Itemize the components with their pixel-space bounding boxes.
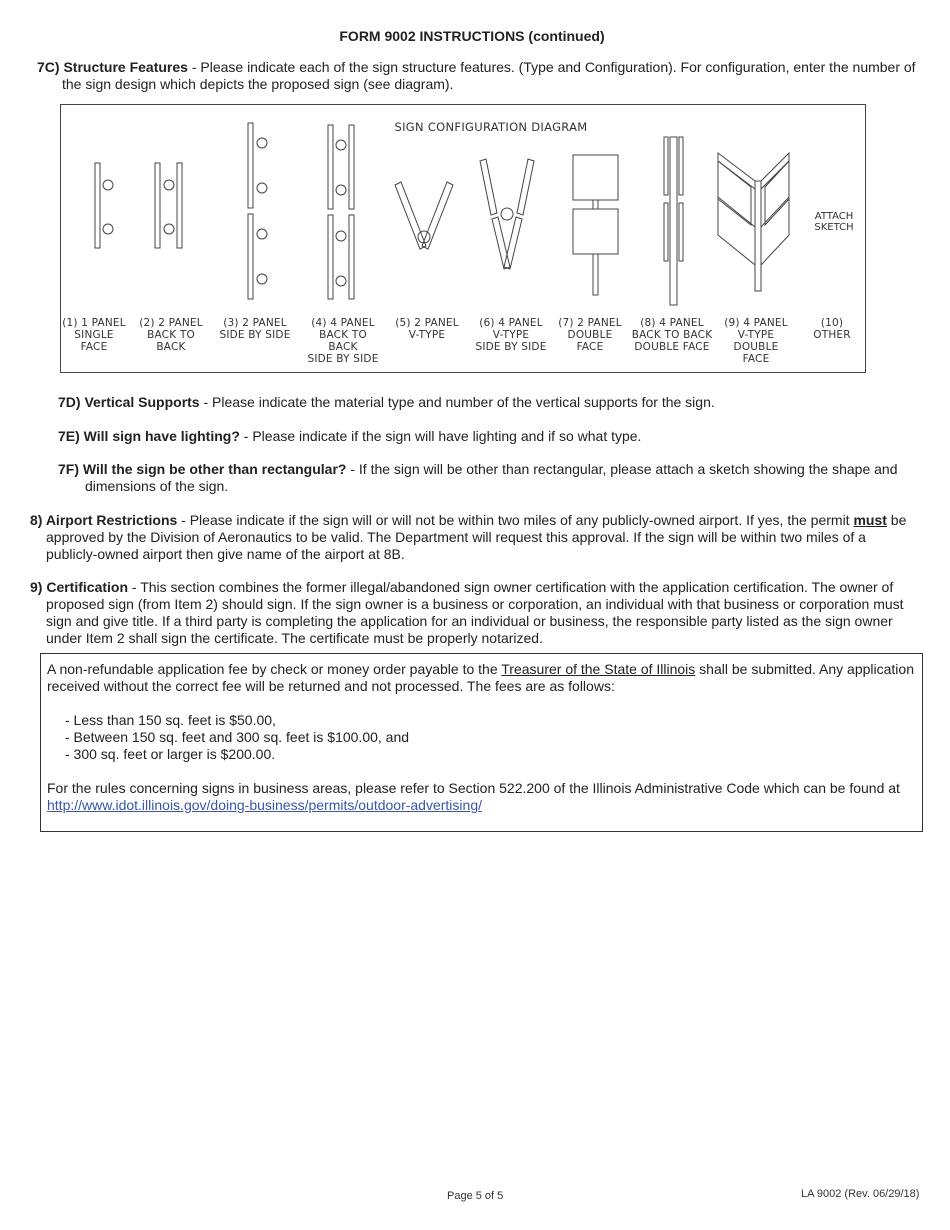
fee-intro-text-a: A non-refundable application fee by check or money order payable to the	[47, 661, 502, 677]
caption-config-2: (2) 2 PANEL BACK TO BACK	[139, 317, 203, 353]
page-number: Page 5 of 5	[447, 1190, 504, 1202]
rules-text-body: For the rules concerning signs in business areas, please refer to Section 522.200 of the Illinois Administrative Code which can be found at	[47, 780, 900, 796]
fee-list-item: - 300 sq. feet or larger is $200.00.	[65, 746, 276, 762]
item-8	[30, 512, 918, 563]
caption-config-6: (6) 4 PANEL V-TYPE SIDE BY SIDE	[475, 317, 547, 353]
item-7c	[37, 59, 922, 93]
item-7e-label: 7E) Will sign have lighting?	[58, 428, 240, 444]
item-7d-label: 7D) Vertical Supports	[58, 394, 200, 410]
fee-intro	[47, 661, 916, 695]
outdoor-advertising-link[interactable]: http://www.idot.illinois.gov/doing-business/permits/outdoor-advertising/	[47, 797, 482, 813]
caption-config-3: (3) 2 PANEL SIDE BY SIDE	[219, 317, 291, 341]
caption-config-4: (4) 4 PANEL BACK TO BACK SIDE BY SIDE	[307, 317, 379, 365]
config-9-drawing	[718, 153, 789, 291]
diagram-title: SIGN CONFIGURATION DIAGRAM	[394, 120, 588, 134]
config-3-drawing	[248, 123, 267, 299]
fee-list-item: - Less than 150 sq. feet is $50.00,	[65, 712, 276, 728]
form-revision: LA 9002 (Rev. 06/29/18)	[801, 1188, 920, 1200]
item-8-text-a: - Please indicate if the sign will or will not be within two miles of any publicly-owned airport. If yes, the permit	[177, 512, 854, 528]
attach-sketch-label: ATTACH SKETCH	[814, 211, 854, 233]
fee-notice-box	[40, 653, 923, 832]
item-7f-text: - If the sign will be other than rectangular, please attach a sketch showing the shape and dimensions of the sign.	[85, 461, 898, 494]
caption-config-7: (7) 2 PANEL DOUBLE FACE	[558, 317, 622, 353]
page-title: FORM 9002 INSTRUCTIONS (continued)	[339, 28, 605, 44]
rules-text	[47, 780, 916, 814]
item-9-text: - This section combines the former illegal/abandoned sign owner certification with the application certification. The owner of proposed sign (from Item 2) should sign. If the sign owner is a business or corporation, an individual with that business or corporation must sign and give title. If a third party is completing the application for an individual or business, the responsible party listed as the sign owner under Item 2 shall sign the certificate. The certificate must be properly notarized.	[46, 579, 904, 646]
config-2-drawing	[155, 163, 182, 248]
item-7c-label: 7C) Structure Features	[37, 59, 188, 75]
item-7d-text: - Please indicate the material type and number of the vertical supports for the sign.	[199, 394, 715, 410]
caption-config-5: (5) 2 PANEL V-TYPE	[395, 317, 459, 341]
fee-list-item: - Between 150 sq. feet and 300 sq. feet is $100.00, and	[65, 729, 410, 745]
item-9	[30, 579, 918, 647]
item-7f	[58, 461, 920, 495]
config-5-drawing	[395, 182, 453, 249]
item-8-text-b: be approved by the Division of Aeronautics to be valid. The Department will request this approval. If the sign will be within two miles of a publicly-owned airport then give name of the airport at 8B.	[46, 512, 907, 562]
caption-config-9: (9) 4 PANEL V-TYPE DOUBLE FACE	[724, 317, 788, 365]
config-1-drawing	[95, 163, 113, 248]
item-7e-text: - Please indicate if the sign will have lighting and if so what type.	[239, 428, 642, 444]
item-8-label: 8) Airport Restrictions	[30, 512, 178, 528]
item-9-label: 9) Certification	[30, 579, 129, 595]
config-4-drawing	[328, 125, 354, 299]
fee-payee: Treasurer of the State of Illinois	[501, 661, 696, 677]
item-8-emphasis: must	[853, 512, 887, 528]
fee-intro-text-b: shall be submitted. Any application received without the correct fee will be returned and not processed. The fees are as follows:	[47, 661, 914, 694]
config-7-drawing	[573, 155, 618, 295]
item-7e	[58, 428, 918, 445]
item-7c-text: - Please indicate each of the sign structure features. (Type and Configuration). For configuration, enter the number of the sign design which depicts the proposed sign (see diagram).	[62, 59, 916, 92]
caption-config-10: (10) OTHER	[813, 317, 851, 341]
caption-config-1: (1) 1 PANEL SINGLE FACE	[62, 317, 126, 353]
caption-config-8: (8) 4 PANEL BACK TO BACK DOUBLE FACE	[631, 317, 713, 353]
item-7f-label: 7F) Will the sign be other than rectangular?	[58, 461, 347, 477]
fee-list	[65, 712, 916, 763]
item-7d	[58, 394, 918, 411]
config-6-drawing	[480, 159, 534, 269]
sign-configuration-diagram	[60, 104, 866, 373]
config-8-drawing	[664, 137, 683, 305]
